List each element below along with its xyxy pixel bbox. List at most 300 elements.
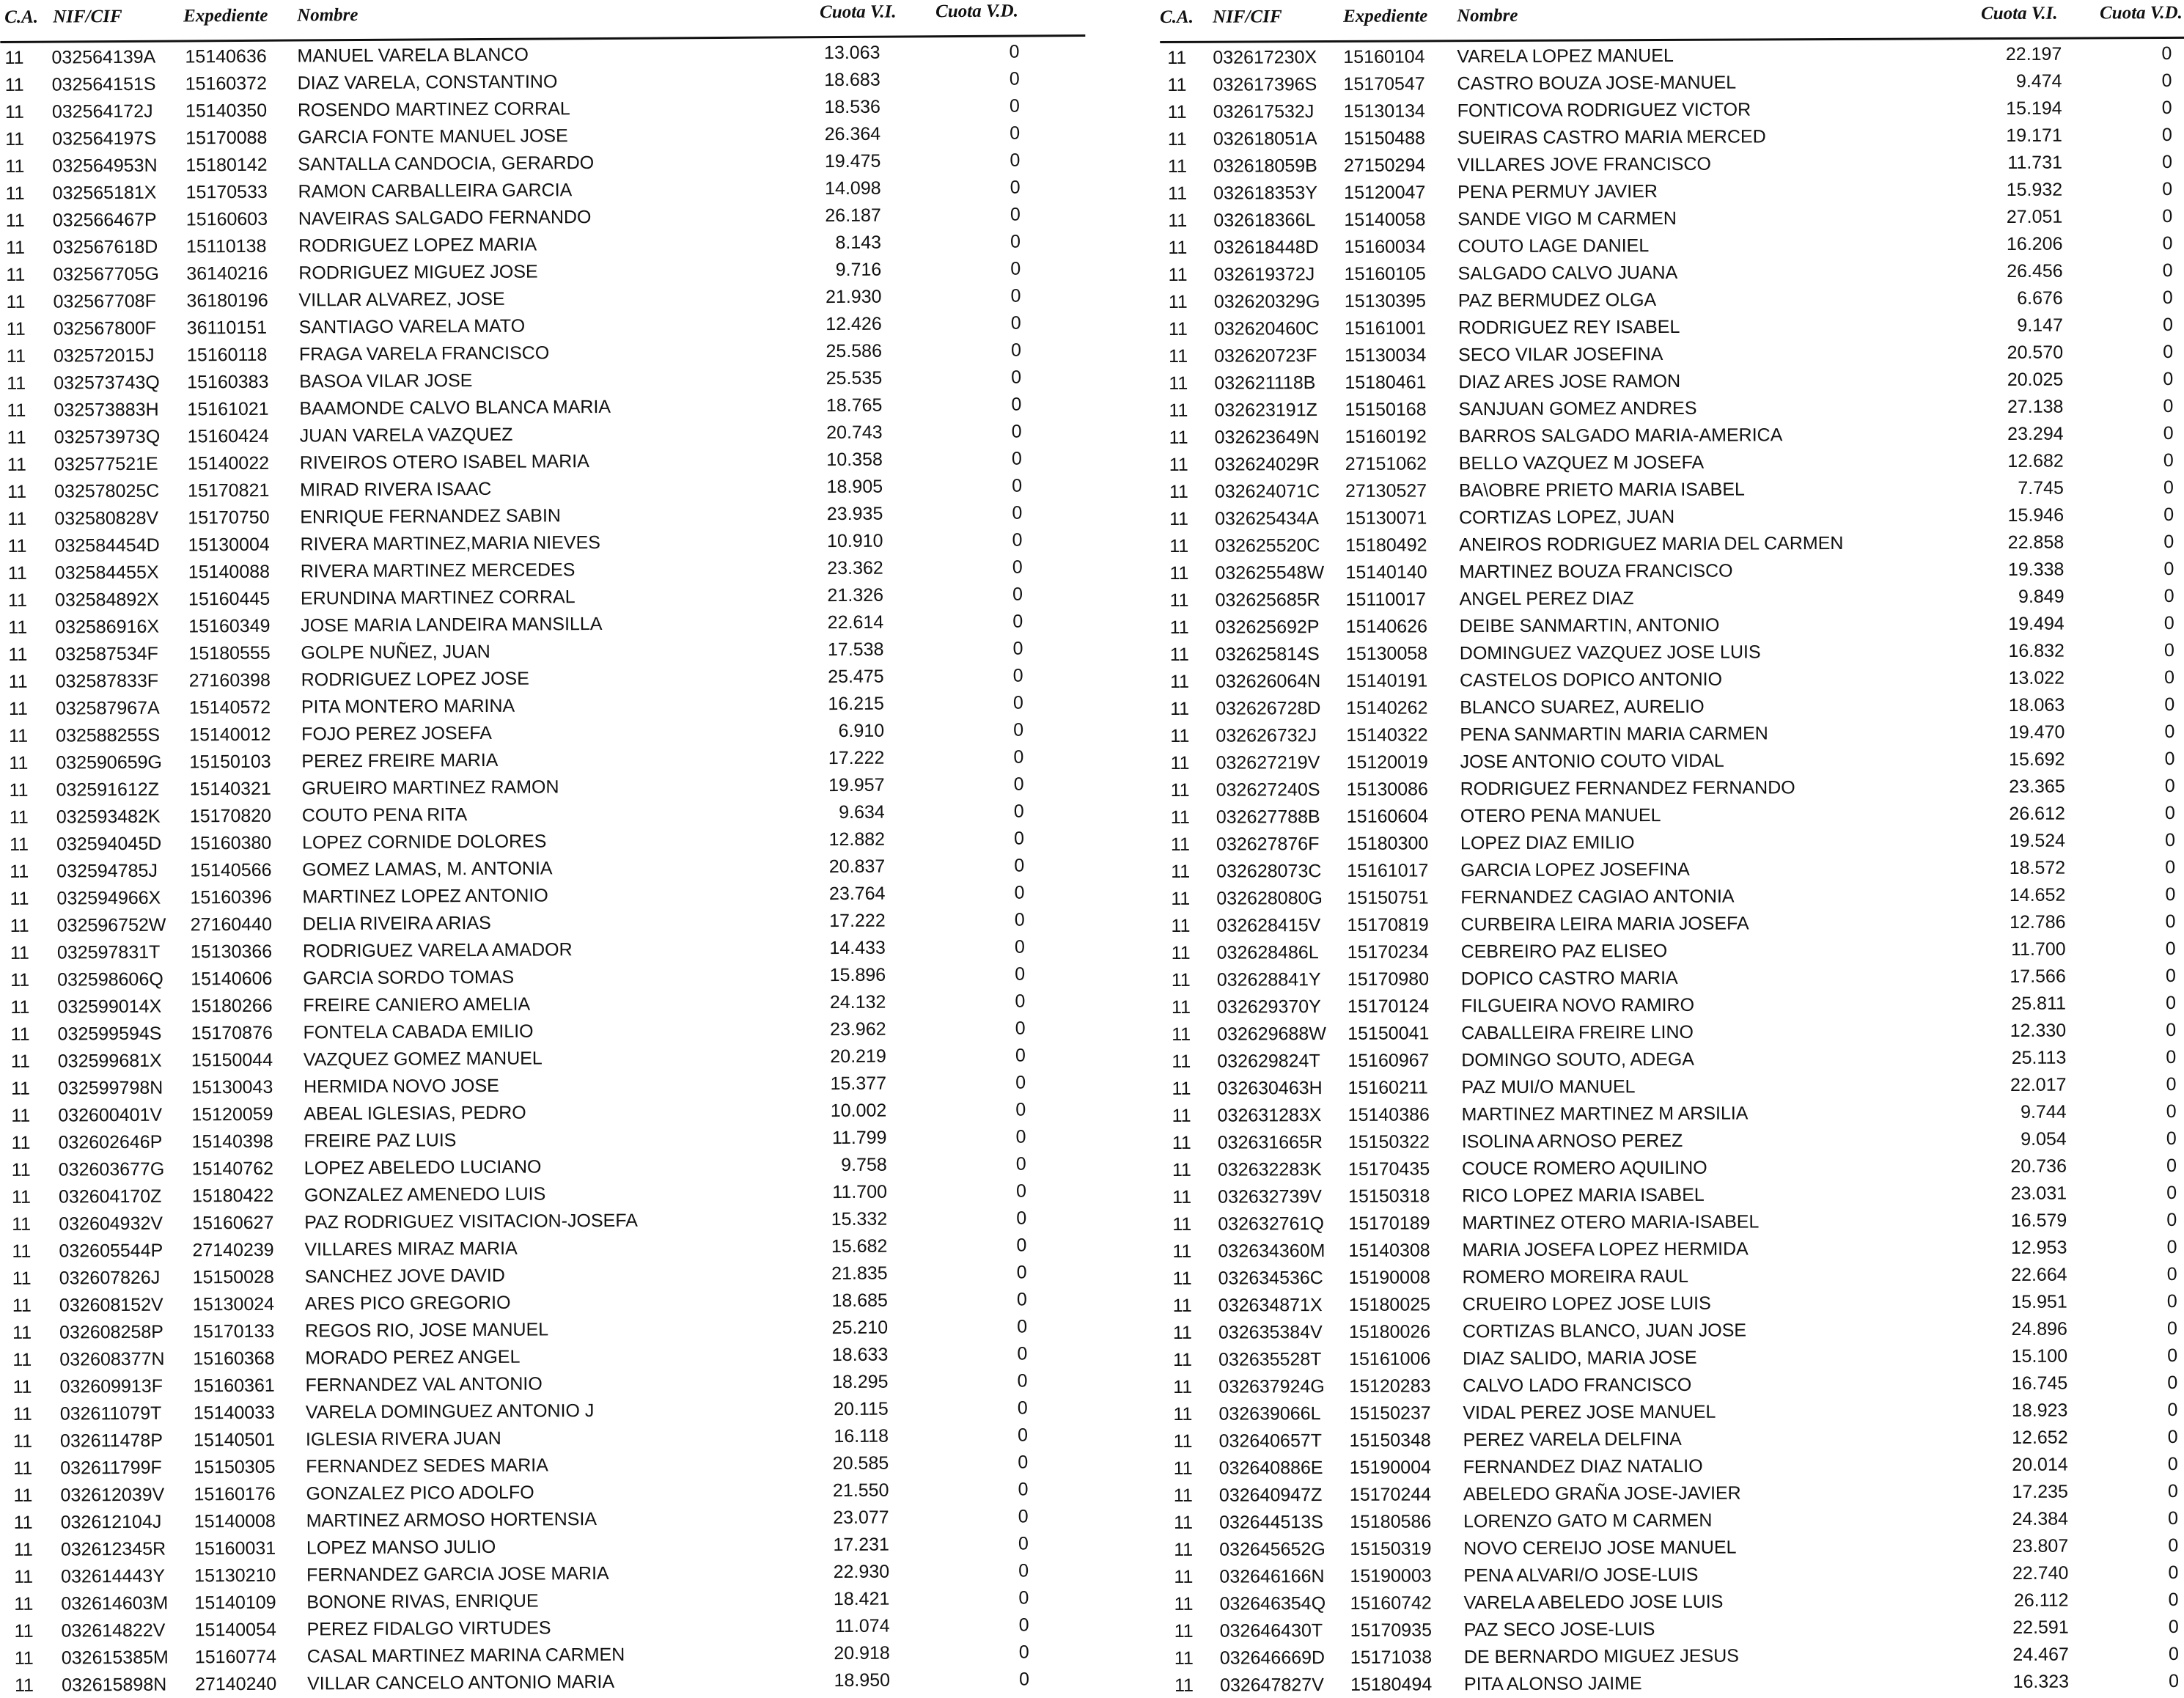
- nombre-cell: DE BERNARDO MIGUEZ JESUS: [1463, 1645, 1739, 1668]
- header-expediente: Expediente: [1343, 6, 1428, 26]
- expediente-cell: 15160380: [189, 832, 272, 854]
- cuota-vi-cell: 27.051: [2006, 206, 2063, 227]
- header-cuota-vd: Cuota V.D.: [935, 1, 1018, 22]
- cuota-vd-cell: 0: [2163, 504, 2174, 526]
- cuota-vi-cell: 20.570: [2007, 342, 2064, 363]
- expediente-cell: 27151062: [1345, 453, 1427, 474]
- ca-cell: 11: [1174, 1566, 1194, 1587]
- cuota-vi-cell: 11.700: [832, 1181, 888, 1203]
- cuota-vi-cell: 16.215: [828, 693, 884, 715]
- ca-cell: 11: [1169, 400, 1188, 421]
- table-row: [1160, 39, 2184, 70]
- ca-cell: 11: [5, 155, 25, 177]
- nif-cell: 032631283X: [1217, 1105, 1322, 1126]
- cuota-vi-cell: 20.837: [828, 856, 886, 878]
- ca-cell: 11: [1172, 1241, 1192, 1262]
- cuota-vi-cell: 11.700: [2010, 938, 2066, 960]
- nif-cell: 032573743Q: [54, 372, 160, 394]
- ca-cell: 11: [1168, 237, 1188, 258]
- cuota-vi-cell: 25.113: [2011, 1047, 2067, 1068]
- nombre-cell: CORTIZAS BLANCO, JUAN JOSE: [1462, 1320, 1747, 1342]
- nif-cell: 032573883H: [54, 399, 159, 421]
- ca-cell: 11: [7, 562, 27, 584]
- cuota-vd-cell: 0: [1011, 421, 1022, 442]
- cuota-vd-cell: 0: [2166, 992, 2177, 1014]
- nif-cell: 032609913F: [59, 1375, 163, 1397]
- nif-cell: 032640947Z: [1218, 1485, 1323, 1506]
- expediente-cell: 27160440: [190, 914, 273, 936]
- table-row: [1161, 283, 2184, 315]
- cuota-vd-cell: 0: [2166, 1290, 2177, 1312]
- cuota-vd-cell: 0: [2164, 694, 2175, 716]
- cuota-vd-cell: 0: [2166, 1046, 2177, 1068]
- table-row: [1167, 1612, 2184, 1644]
- cuota-vi-cell: 10.910: [826, 530, 883, 552]
- cuota-vi-cell: 18.536: [824, 96, 880, 118]
- expediente-cell: 15130034: [1345, 345, 1427, 366]
- ca-cell: 11: [1172, 1213, 1192, 1235]
- ca-cell: 11: [7, 481, 27, 502]
- cuota-vd-cell: 0: [2168, 1616, 2179, 1638]
- nombre-cell: LOPEZ ABELEDO LUCIANO: [304, 1156, 542, 1179]
- nombre-cell: GARCIA LOPEZ JOSEFINA: [1460, 859, 1690, 881]
- nombre-cell: ANGEL PEREZ DIAZ: [1459, 588, 1634, 610]
- nombre-cell: PAZ BERMUDEZ OLGA: [1457, 290, 1657, 312]
- cuota-vi-cell: 19.524: [2009, 830, 2066, 851]
- expediente-cell: 15130071: [1345, 507, 1427, 529]
- nif-cell: 032587534F: [55, 643, 158, 665]
- cuota-vd-cell: 0: [1016, 1289, 1027, 1310]
- cuota-vd-cell: 0: [1018, 1614, 1029, 1636]
- cuota-vd-cell: 0: [2163, 395, 2174, 417]
- nif-cell: 032580828V: [54, 507, 159, 529]
- cuota-vd-cell: 0: [1015, 1180, 1027, 1202]
- nif-cell: 032564197S: [52, 128, 157, 150]
- nombre-cell: COUCE ROMERO AQUILINO: [1461, 1157, 1707, 1180]
- expediente-cell: 15130134: [1343, 100, 1425, 122]
- nif-cell: 032567708F: [53, 290, 157, 312]
- nombre-cell: RICO LOPEZ MARIA ISABEL: [1462, 1184, 1705, 1207]
- table-row: [1163, 744, 2184, 776]
- expediente-cell: 15180586: [1349, 1511, 1432, 1532]
- table-row: [1161, 256, 2184, 287]
- nombre-cell: JOSE MARIA LANDEIRA MANSILLA: [301, 613, 603, 636]
- table-row: [1163, 690, 2184, 721]
- expediente-cell: 15140054: [194, 1619, 276, 1641]
- cuota-vi-cell: 14.098: [825, 177, 881, 199]
- expediente-cell: 15180026: [1348, 1321, 1431, 1342]
- ca-cell: 11: [1167, 128, 1187, 150]
- ca-cell: 11: [5, 128, 25, 150]
- nif-cell: 032629688W: [1217, 1023, 1326, 1045]
- ca-cell: 11: [6, 318, 26, 339]
- nombre-cell: ERUNDINA MARTINEZ CORRAL: [300, 587, 576, 609]
- cuota-vd-cell: 0: [1012, 584, 1023, 605]
- expediente-cell: 15140012: [189, 724, 271, 746]
- cuota-vd-cell: 0: [2166, 1155, 2177, 1177]
- nombre-cell: DOMINGUEZ VAZQUEZ JOSE LUIS: [1459, 642, 1761, 664]
- table-row: [1163, 663, 2184, 694]
- ca-cell: 11: [1171, 942, 1191, 963]
- nif-cell: 032628080G: [1216, 888, 1323, 909]
- cuota-vi-cell: 9.716: [835, 259, 882, 281]
- nif-cell: 032590659G: [56, 751, 163, 773]
- expediente-cell: 15130395: [1344, 290, 1427, 312]
- nombre-cell: ISOLINA ARNOSO PEREZ: [1461, 1130, 1683, 1153]
- ca-cell: 11: [1168, 264, 1188, 285]
- nif-cell: 032617532J: [1213, 101, 1315, 122]
- nif-cell: 032632283K: [1217, 1159, 1322, 1180]
- table-row: [1162, 500, 2184, 532]
- cuota-vi-cell: 22.591: [2012, 1617, 2069, 1638]
- ca-cell: 11: [12, 1213, 32, 1235]
- nif-cell: 032587967A: [55, 697, 160, 719]
- nif-cell: 032608377N: [59, 1348, 165, 1370]
- nombre-cell: SECO VILAR JOSEFINA: [1458, 344, 1663, 366]
- expediente-cell: 15110017: [1345, 589, 1427, 610]
- expediente-cell: 15140566: [190, 859, 272, 881]
- cuota-vi-cell: 19.475: [824, 150, 881, 172]
- ca-cell: 11: [1170, 806, 1190, 828]
- nombre-cell: SANDE VIGO M CARMEN: [1457, 207, 1677, 230]
- cuota-vi-cell: 26.612: [2009, 803, 2065, 824]
- ca-cell: 11: [12, 1376, 32, 1397]
- nombre-cell: PITA MONTERO MARINA: [301, 695, 515, 718]
- expediente-cell: 27140239: [192, 1239, 274, 1261]
- nif-cell: 032567800F: [53, 317, 157, 339]
- cuota-vd-cell: 0: [2168, 1562, 2179, 1584]
- nif-cell: 032584892X: [54, 589, 159, 611]
- expediente-cell: 15140321: [189, 778, 271, 800]
- cuota-vi-cell: 24.896: [2011, 1318, 2067, 1339]
- table-row: [1163, 717, 2184, 749]
- cuota-vd-cell: 0: [1010, 204, 1021, 225]
- nombre-cell: MANUEL VARELA BLANCO: [297, 44, 529, 67]
- ca-cell: 11: [6, 264, 26, 285]
- cuota-vi-cell: 15.194: [2006, 98, 2062, 119]
- ca-cell: 11: [1168, 318, 1188, 339]
- cuota-vi-cell: 16.206: [2006, 233, 2063, 254]
- cuota-vd-cell: 0: [2167, 1426, 2178, 1448]
- table-row: [1161, 174, 2184, 206]
- cuota-vi-cell: 17.538: [827, 639, 884, 661]
- nombre-cell: RIVERA MARTINEZ MERCEDES: [300, 559, 576, 582]
- ca-cell: 11: [1174, 1647, 1194, 1669]
- cuota-vi-cell: 9.634: [839, 801, 885, 823]
- ca-cell: 11: [1174, 1539, 1194, 1560]
- table-row: [1161, 120, 2184, 152]
- expediente-cell: 15190004: [1349, 1457, 1432, 1478]
- nombre-cell: SANJUAN GOMEZ ANDRES: [1458, 397, 1697, 420]
- table-row: [1164, 961, 2184, 993]
- cuota-vi-cell: 23.362: [827, 557, 883, 579]
- cuota-vd-cell: 0: [2163, 585, 2174, 607]
- expediente-cell: 15190003: [1350, 1565, 1432, 1587]
- nif-cell: 032594966X: [56, 887, 161, 909]
- header-cuota-vi: Cuota V.I.: [820, 1, 897, 23]
- expediente-cell: 15170547: [1343, 73, 1425, 95]
- ca-cell: 11: [1170, 725, 1190, 746]
- ca-cell: 11: [7, 508, 27, 529]
- nif-cell: 032600401V: [58, 1104, 163, 1126]
- nif-cell: 032573973Q: [54, 426, 161, 448]
- ca-cell: 11: [1173, 1349, 1193, 1370]
- nombre-cell: LOPEZ CORNIDE DOLORES: [301, 831, 547, 853]
- nombre-cell: CEBREIRO PAZ ELISEO: [1460, 940, 1668, 963]
- cuota-vi-cell: 12.652: [2012, 1427, 2068, 1448]
- ca-cell: 11: [1172, 1322, 1192, 1343]
- cuota-vi-cell: 20.115: [834, 1398, 889, 1420]
- cuota-vi-cell: 26.112: [2013, 1589, 2069, 1611]
- nombre-cell: VILLAR CANCELO ANTONIO MARIA: [306, 1671, 615, 1694]
- cuota-vi-cell: 18.572: [2009, 857, 2066, 878]
- left-table-header: [0, 0, 1085, 43]
- nif-cell: 032646669D: [1219, 1647, 1326, 1669]
- expediente-cell: 15160603: [185, 208, 268, 230]
- table-row: [1161, 202, 2184, 233]
- ca-cell: 11: [1169, 454, 1188, 475]
- header-cuota-vi: Cuota V.I.: [1981, 3, 2058, 24]
- nombre-cell: MARIA JOSEFA LOPEZ HERMIDA: [1462, 1238, 1749, 1261]
- cuota-vd-cell: 0: [2166, 1317, 2177, 1339]
- expediente-cell: 15140606: [191, 968, 273, 990]
- expediente-cell: 15140762: [191, 1158, 274, 1180]
- cuota-vi-cell: 14.652: [2009, 884, 2066, 905]
- cuota-vd-cell: 0: [1016, 1262, 1027, 1283]
- table-row: [1165, 1205, 2184, 1237]
- expediente-cell: 15160034: [1344, 236, 1426, 257]
- expediente-cell: 15130043: [191, 1076, 273, 1098]
- cuota-vd-cell: 0: [2163, 477, 2174, 499]
- expediente-cell: 15170533: [185, 181, 268, 203]
- expediente-cell: 15170819: [1347, 914, 1429, 936]
- nombre-cell: CRUEIRO LOPEZ JOSE LUIS: [1462, 1293, 1711, 1315]
- expediente-cell: 15120059: [191, 1103, 273, 1125]
- nombre-cell: MIRAD RIVERA ISAAC: [300, 478, 492, 501]
- nombre-cell: RODRIGUEZ VARELA AMADOR: [302, 939, 573, 962]
- expediente-cell: 15170980: [1347, 969, 1430, 990]
- cuota-vi-cell: 15.377: [830, 1073, 887, 1095]
- nif-cell: 032618366L: [1213, 210, 1316, 231]
- cuota-vi-cell: 21.326: [827, 584, 884, 606]
- nif-cell: 032625692P: [1215, 617, 1320, 638]
- nombre-cell: FRAGA VARELA FRANCISCO: [298, 342, 550, 365]
- nombre-cell: FONTICOVA RODRIGUEZ VICTOR: [1457, 99, 1751, 122]
- expediente-cell: 15170189: [1348, 1213, 1430, 1234]
- nif-cell: 032625434A: [1215, 508, 1319, 529]
- cuota-vd-cell: 0: [2166, 1182, 2177, 1204]
- table-row: [1162, 419, 2184, 450]
- cuota-vi-cell: 20.014: [2012, 1454, 2068, 1475]
- expediente-cell: 15160424: [187, 425, 269, 447]
- nif-cell: 032632739V: [1218, 1186, 1322, 1208]
- cuota-vd-cell: 0: [1015, 991, 1026, 1012]
- cuota-vi-cell: 23.365: [2009, 776, 2065, 797]
- table-row: [1162, 473, 2184, 504]
- nombre-cell: GARCIA FONTE MANUEL JOSE: [298, 125, 568, 148]
- ca-cell: 11: [10, 1023, 30, 1045]
- nombre-cell: RAMON CARBALLEIRA GARCIA: [298, 180, 573, 202]
- nif-cell: 032599014X: [57, 996, 162, 1018]
- cuota-vd-cell: 0: [2168, 1589, 2179, 1611]
- cuota-vd-cell: 0: [2161, 43, 2172, 65]
- ca-cell: 11: [1172, 1132, 1191, 1153]
- cuota-vi-cell: 22.197: [2005, 43, 2062, 65]
- expediente-cell: 15160176: [194, 1483, 276, 1505]
- nif-cell: 032627240S: [1216, 779, 1320, 801]
- header-expediente: Expediente: [183, 5, 268, 26]
- cuota-vd-cell: 0: [1013, 773, 1024, 795]
- ca-cell: 11: [10, 942, 29, 963]
- cuota-vd-cell: 0: [1012, 638, 1023, 659]
- nif-cell: 032602646P: [58, 1131, 163, 1153]
- table-row: [1165, 1097, 2184, 1128]
- nif-cell: 032635528T: [1218, 1349, 1322, 1370]
- table-row: [1164, 934, 2184, 966]
- table-row: [1162, 581, 2184, 613]
- nombre-cell: RODRIGUEZ FERNANDEZ FERNANDO: [1460, 777, 1795, 800]
- nif-cell: 032603677G: [58, 1158, 165, 1180]
- nif-cell: 032578025C: [54, 480, 160, 502]
- table-row: [1167, 1639, 2184, 1671]
- cuota-vd-cell: 0: [2162, 287, 2173, 309]
- cuota-vd-cell: 0: [1010, 150, 1021, 171]
- cuota-vd-cell: 0: [1012, 529, 1023, 551]
- expediente-cell: 27150294: [1343, 155, 1426, 176]
- cuota-vi-cell: 23.935: [826, 503, 883, 525]
- nif-cell: 032628841Y: [1216, 969, 1321, 991]
- cuota-vd-cell: 0: [2163, 449, 2174, 471]
- expediente-cell: 15160604: [1346, 806, 1429, 827]
- nombre-cell: FOJO PEREZ JOSEFA: [301, 722, 492, 745]
- cuota-vi-cell: 9.147: [2017, 315, 2064, 336]
- ca-cell: 11: [1173, 1430, 1193, 1452]
- nombre-cell: REGOS RIO, JOSE MANUEL: [305, 1319, 549, 1342]
- cuota-vi-cell: 15.100: [2011, 1345, 2068, 1367]
- cuota-vi-cell: 12.330: [2010, 1020, 2067, 1041]
- cuota-vi-cell: 22.858: [2007, 532, 2064, 553]
- nombre-cell: RODRIGUEZ LOPEZ JOSE: [301, 668, 529, 691]
- nif-cell: 032629370Y: [1216, 996, 1321, 1018]
- nif-cell: 032620723F: [1214, 345, 1317, 367]
- nif-cell: 032599681X: [57, 1050, 162, 1072]
- expediente-cell: 15120019: [1346, 751, 1428, 773]
- ca-cell: 11: [1174, 1675, 1194, 1696]
- ca-cell: 11: [1168, 183, 1188, 204]
- cuota-vi-cell: 7.745: [2018, 477, 2064, 499]
- ca-cell: 11: [12, 1403, 32, 1425]
- cuota-vd-cell: 0: [2168, 1507, 2179, 1529]
- table-row: [1163, 880, 2184, 911]
- ca-cell: 11: [6, 345, 26, 367]
- cuota-vd-cell: 0: [2161, 124, 2172, 146]
- cuota-vi-cell: 9.744: [2021, 1101, 2067, 1122]
- ca-cell: 11: [1169, 345, 1188, 367]
- nombre-cell: FERNANDEZ VAL ANTONIO: [305, 1373, 543, 1396]
- ca-cell: 11: [1169, 617, 1189, 638]
- cuota-vi-cell: 26.456: [2007, 260, 2063, 282]
- nombre-cell: BONONE RIVAS, ENRIQUE: [306, 1590, 539, 1613]
- header-nif: NIF/CIF: [53, 6, 122, 27]
- right-table-header: [1160, 0, 2184, 43]
- expediente-cell: 15140191: [1345, 670, 1428, 691]
- cuota-vd-cell: 0: [2166, 1236, 2177, 1258]
- nombre-cell: COUTO PENA RITA: [301, 804, 468, 826]
- cuota-vi-cell: 17.222: [828, 747, 885, 769]
- table-row: [1166, 1558, 2184, 1589]
- nif-cell: 032584455X: [54, 562, 159, 584]
- ca-cell: 11: [10, 888, 29, 909]
- ca-cell: 11: [1172, 1078, 1191, 1099]
- expediente-cell: 15180492: [1345, 534, 1427, 556]
- nif-cell: 032625814S: [1215, 644, 1320, 665]
- expediente-cell: 15180555: [188, 642, 271, 664]
- nif-cell: 032572015J: [53, 345, 155, 367]
- nombre-cell: FERNANDEZ GARCIA JOSE MARIA: [306, 1562, 609, 1586]
- expediente-cell: 15140140: [1345, 562, 1427, 583]
- nif-cell: 032577521E: [54, 453, 158, 475]
- table-row: [1166, 1260, 2184, 1291]
- nif-cell: 032619372J: [1213, 264, 1315, 285]
- table-row: [1161, 229, 2184, 260]
- cuota-vi-cell: 15.332: [831, 1208, 888, 1230]
- header-nombre: Nombre: [297, 5, 359, 26]
- cuota-vi-cell: 25.586: [826, 340, 883, 362]
- nif-cell: 032593482K: [56, 806, 161, 828]
- cuota-vi-cell: 20.743: [826, 422, 883, 444]
- nif-cell: 032618051A: [1213, 128, 1317, 150]
- cuota-vd-cell: 0: [1010, 285, 1021, 306]
- table-row: [1165, 1178, 2184, 1210]
- table-row: [10, 1664, 1095, 1698]
- table-row: [1162, 446, 2184, 477]
- nif-cell: 032599798N: [57, 1077, 163, 1099]
- nif-cell: 032625685R: [1215, 589, 1320, 611]
- cuota-vi-cell: 11.074: [834, 1615, 890, 1637]
- cuota-vd-cell: 0: [2162, 260, 2173, 282]
- expediente-cell: 15161021: [187, 398, 269, 420]
- ca-cell: 11: [14, 1647, 34, 1669]
- table-row: [1163, 609, 2184, 640]
- expediente-cell: 15140308: [1348, 1240, 1430, 1261]
- ca-cell: 11: [11, 1159, 31, 1180]
- cuota-vi-cell: 20.585: [832, 1452, 889, 1474]
- nif-cell: 032623649N: [1214, 427, 1320, 448]
- expediente-cell: 15150041: [1347, 1023, 1430, 1044]
- table-row: [1163, 907, 2184, 938]
- nombre-cell: FERNANDEZ SEDES MARIA: [306, 1455, 548, 1477]
- expediente-cell: 15160742: [1350, 1592, 1432, 1614]
- cuota-vd-cell: 0: [1014, 909, 1025, 930]
- cuota-vd-cell: 0: [1018, 1587, 1029, 1609]
- nif-cell: 032646166N: [1219, 1566, 1325, 1587]
- cuota-vd-cell: 0: [2164, 748, 2175, 770]
- cuota-vi-cell: 21.930: [825, 286, 882, 308]
- nif-cell: 032608258P: [59, 1321, 163, 1343]
- cuota-vi-cell: 23.764: [828, 883, 886, 905]
- table-row: [1165, 1232, 2184, 1264]
- cuota-vi-cell: 22.740: [2012, 1562, 2069, 1584]
- expediente-cell: 15140350: [185, 100, 268, 122]
- ca-cell: 11: [7, 372, 26, 394]
- ca-cell: 11: [13, 1512, 33, 1533]
- nif-cell: 032645652G: [1219, 1539, 1326, 1560]
- expediente-cell: 15140572: [188, 697, 271, 718]
- nombre-cell: MARTINEZ ARMOSO HORTENSIA: [306, 1509, 598, 1532]
- nif-cell: 032607826J: [59, 1267, 161, 1289]
- cuota-vd-cell: 0: [1009, 68, 1020, 89]
- ca-cell: 11: [1174, 1512, 1194, 1533]
